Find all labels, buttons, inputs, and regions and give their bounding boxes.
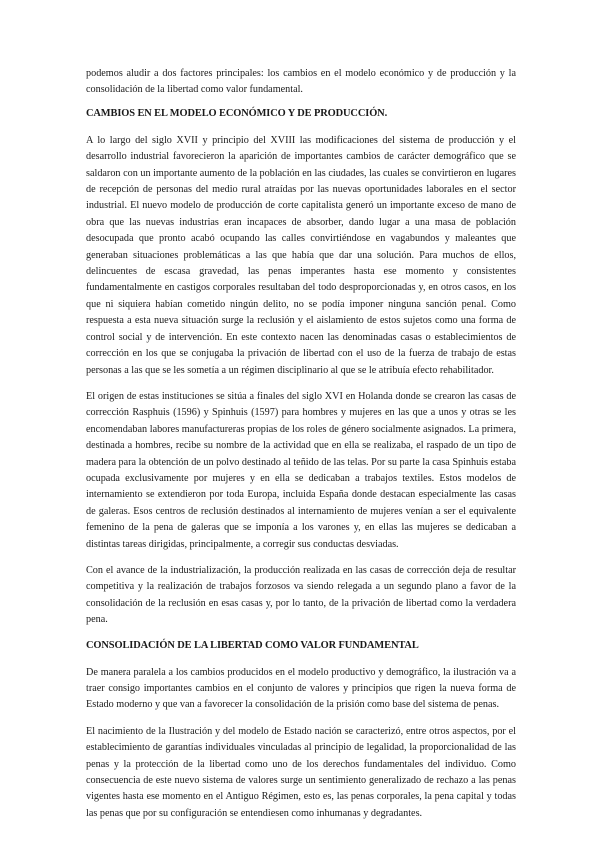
section-heading-freedom-value: CONSOLIDACIÓN DE LA LIBERTAD COMO VALOR FUNDAMENTAL	[86, 639, 419, 651]
intro-paragraph: podemos aludir a dos factores principales: los cambios en el modelo económico y de producción y la consolidación de la libertad como valor fundamental.	[86, 68, 516, 96]
body-paragraph-4: De manera paralela a los cambios producidos en el modelo productivo y demográfico, la ilustración va a traer consigo importantes cambios en el conjunto de valores y principios que rigen la nueva forma de Estado moderno y que van a favorecer la consolidación de la prisión como base del sistema de penas.	[86, 666, 516, 711]
section-heading-economic-model: CAMBIOS EN EL MODELO ECONÓMICO Y DE PRODUCCIÓN.	[86, 107, 388, 119]
body-paragraph-1: A lo largo del siglo XVII y principio del XVIII las modificaciones del sistema de producción y el desarrollo industrial favorecieron la aparición de importantes cambios de carácter demográfico que se saldaron con un importante aumento de la población en las ciudades, las cuales se convirtieron en lugares de recepción de personas del medio rural atraídas por las nuevas oportunidades laborales en el sector industrial. El nuevo modelo de producción de corte capitalista generó un importante exceso de mano de obra que las nuevas industrias eran incapaces de absorber, dando lugar a una masa de población desocupada que pronto acabó ocupando las calles convirtiéndose en vagabundos y maleantes que generaban situaciones problemáticas a las que había que dar una solución. Para muchos de ellos, delincuentes de escasa gravedad, las penas imperantes hasta ese momento y consistentes fundamentalmente en castigos corporales resultaban del todo desproporcionadas y, en otros casos, en los que ni siquiera habían cometido ningún delito, no se podía imponer ninguna sanción penal. Como respuesta a esta nueva situación surge la reclusión y el aislamiento de estos sujetos como una forma de control social y de intervención. En este contexto nacen las denominadas casas o establecimientos de corrección en los que se conjugaba la privación de libertad con el uso de la fuerza de trabajo de estas personas a las que se les sometía a un régimen disciplinario al que se le atribuía efecto rehabilitador.	[86, 134, 516, 376]
body-paragraph-3: Con el avance de la industrialización, la producción realizada en las casas de corrección deja de resultar competitiva y la realización de trabajos forzosos va siendo relegada a un segundo plano a favor de la consolidación de la reclusión en esas casas y, por lo tanto, de la privación de libertad como la verdadera pena.	[86, 564, 516, 626]
body-paragraph-2: El origen de estas instituciones se sitúa a finales del siglo XVI en Holanda donde se crearon las casas de corrección Rasphuis (1596) y Spinhuis (1597) para hombres y mujeres en las que a unos y otras se les encomendaban labores manufactureras propias de los roles de género socialmente asignados. La primera, destinada a hombres, recibe su nombre de la actividad que en ella se realizaba, el raspado de un tipo de madera para la obtención de un polvo destinado al teñido de las telas. Por su parte la casa Spinhuis estaba ocupada exclusivamente por mujeres y en ella se dedicaban a trabajos textiles. Estos modelos de internamiento se extendieron por toda Europa, incluida España donde destacan especialmente las casas de galeras. Esos centros de reclusión destinados al internamiento de mujeres venían a ser el equivalente femenino de la pena de galeras que se imponía a los varones y, en ellas las mujeres se dedicaban a distintas tareas dirigidas, principalmente, a corregir sus conductas desviadas.	[86, 390, 517, 550]
document-page	[86, 66, 516, 832]
body-paragraph-5: El nacimiento de la Ilustración y del modelo de Estado nación se caracterizó, entre otros aspectos, por el establecimiento de garantías individuales vinculadas al principio de legalidad, la proporcionalidad de las penas y la protección de la libertad como uno de los derechos fundamentales del individuo. Como consecuencia de este nuevo sistema de valores surge un sentimiento generalizado de rechazo a las penas vigentes hasta ese momento en el Antiguo Régimen, esto es, las penas corporales, la pena capital y todas las penas que por su configuración se entendiesen como inhumanas y degradantes.	[86, 725, 516, 819]
